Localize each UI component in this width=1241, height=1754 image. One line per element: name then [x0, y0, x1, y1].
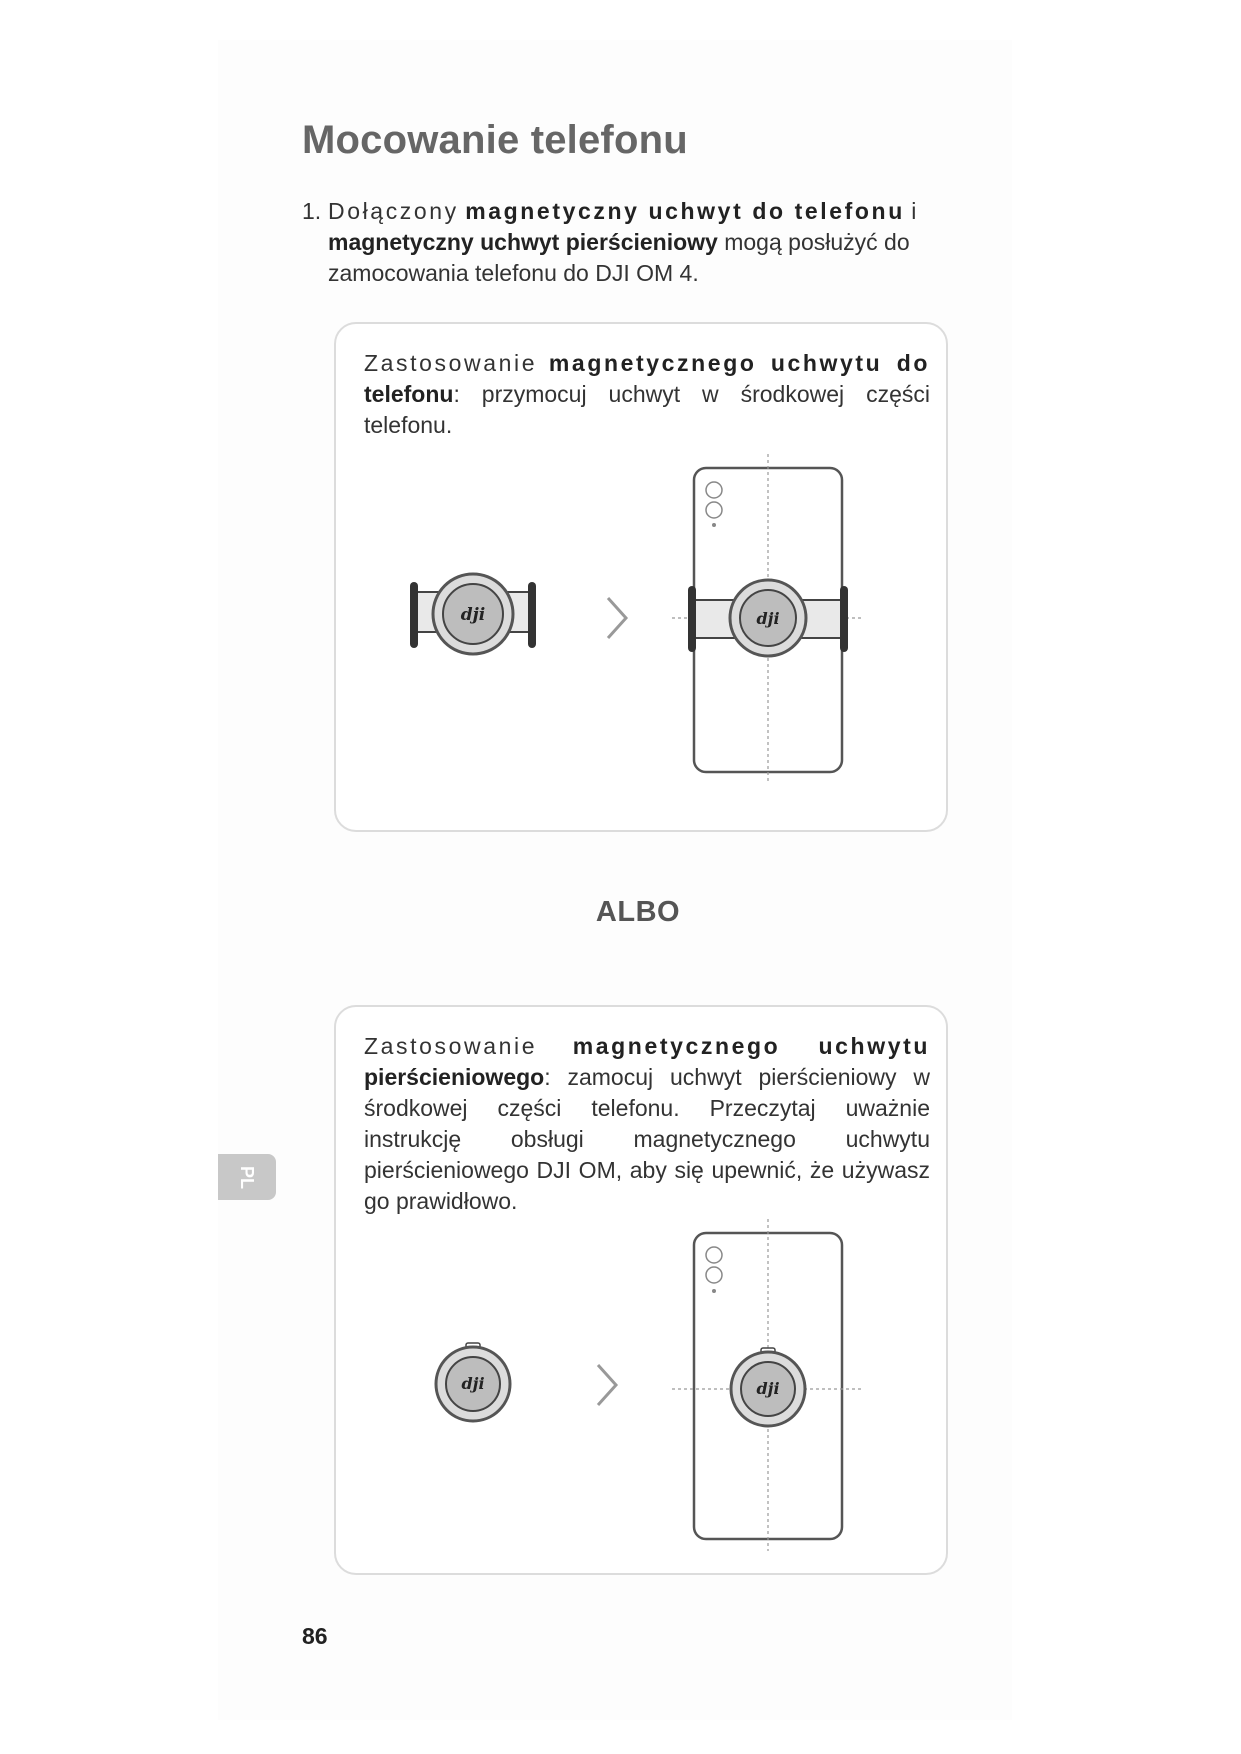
card1-bold-1: magnetycznego uchwytu do — [548, 350, 930, 376]
step-1-mid: i — [911, 198, 917, 224]
step-1-post-1: mogą posłużyć do — [724, 229, 910, 255]
chevron-right-icon — [598, 1365, 616, 1405]
ring-holder-illustration — [336, 1007, 946, 1573]
dji-logo: dji — [756, 609, 780, 628]
phone-with-clamp-image — [672, 454, 864, 782]
card2-bold-1: magnetycznego uchwytu — [572, 1033, 930, 1059]
card1-pre: Zastosowanie — [364, 350, 538, 376]
dji-logo: dji — [461, 1374, 485, 1393]
phone-clamp-card — [334, 322, 948, 832]
card1-rest: : przymocuj uchwyt w środkowej części telefonu. — [364, 381, 930, 438]
chevron-right-icon — [608, 598, 626, 638]
language-tab — [218, 1154, 276, 1200]
page-title: Mocowanie telefonu — [302, 118, 688, 162]
separator-or: ALBO — [595, 896, 681, 928]
card2-bold-2: pierścieniowego — [364, 1064, 545, 1090]
card1-bold-2: telefonu — [364, 381, 454, 407]
step-1-bold-1: magnetyczny uchwyt do telefonu — [465, 198, 905, 224]
phone-with-ring-holder-image — [672, 1219, 864, 1551]
ring-holder-image — [436, 1343, 510, 1421]
step-1-bold-2: magnetyczny uchwyt pierścieniowy — [328, 229, 718, 255]
step-1-post-2: zamocowania telefonu do DJI OM 4. — [328, 260, 699, 286]
phone-clamp-illustration — [336, 324, 946, 830]
step-1-text — [302, 196, 962, 289]
step-number: 1. — [302, 198, 322, 224]
step-1-pre: Dołączony — [328, 198, 459, 224]
dji-logo: dji — [460, 605, 486, 625]
card2-pre: Zastosowanie — [364, 1033, 538, 1059]
ring-holder-card — [334, 1005, 948, 1575]
page-number: 86 — [302, 1623, 328, 1649]
card2-rest: : zamocuj uchwyt pierścieniowy w środkowej części telefonu. Przeczytaj uważnie instrukcję obsługi magnetycznego uchwytu pierścieniowego DJI OM, aby się upewnić, że używasz go prawidłowo. — [364, 1064, 930, 1214]
language-tab-label: PL — [237, 1165, 258, 1189]
phone-clamp-image — [410, 574, 536, 654]
dji-logo: dji — [756, 1379, 780, 1398]
